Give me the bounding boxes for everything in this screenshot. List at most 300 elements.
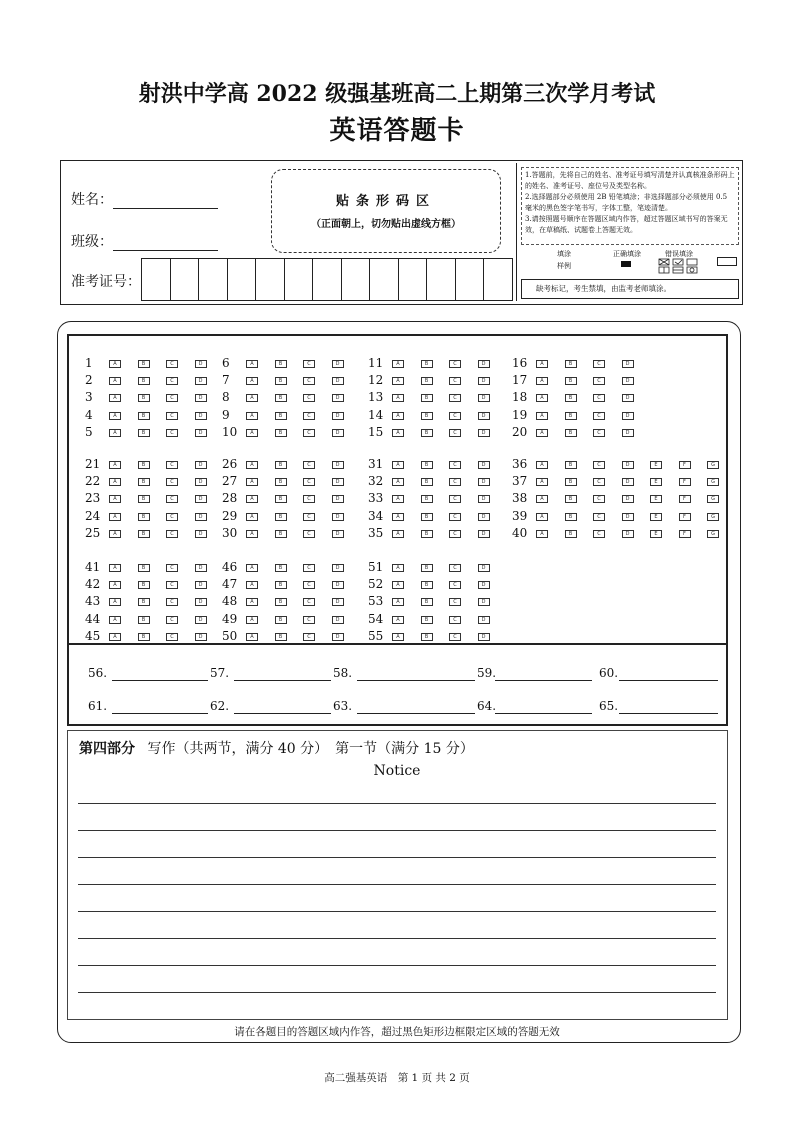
answer-bubble-41-D[interactable]: D: [195, 564, 207, 572]
exam-number-grid[interactable]: [141, 258, 513, 301]
fill-answer-blank[interactable]: [234, 679, 331, 681]
answer-bubble-46-D[interactable]: D: [332, 564, 344, 572]
answer-bubble-32-B[interactable]: B: [421, 478, 433, 486]
answer-bubble-36-E[interactable]: E: [650, 461, 662, 469]
answer-bubble-33-D[interactable]: D: [478, 495, 490, 503]
fill-answer-blank[interactable]: [619, 712, 718, 714]
answer-bubble-30-D[interactable]: D: [332, 530, 344, 538]
answer-bubble-43-D[interactable]: D: [195, 598, 207, 606]
answer-bubble-12-C[interactable]: C: [449, 377, 461, 385]
answer-bubble-14-D[interactable]: D: [478, 412, 490, 420]
answer-bubble-4-D[interactable]: D: [195, 412, 207, 420]
answer-bubble-15-C[interactable]: C: [449, 429, 461, 437]
answer-bubble-31-A[interactable]: A: [392, 461, 404, 469]
answer-bubble-42-A[interactable]: A: [109, 581, 121, 589]
answer-bubble-10-D[interactable]: D: [332, 429, 344, 437]
answer-bubble-21-C[interactable]: C: [166, 461, 178, 469]
answer-bubble-8-C[interactable]: C: [303, 394, 315, 402]
answer-bubble-28-C[interactable]: C: [303, 495, 315, 503]
question-number: 19: [512, 407, 528, 422]
answer-bubble-55-B[interactable]: B: [421, 633, 433, 641]
writing-line[interactable]: [78, 857, 716, 858]
exam-digit-cell[interactable]: [142, 258, 171, 301]
answer-bubble-20-C[interactable]: C: [593, 429, 605, 437]
answer-bubble-5-D[interactable]: D: [195, 429, 207, 437]
fill-answer-blank[interactable]: [234, 712, 331, 714]
answer-bubble-7-C[interactable]: C: [303, 377, 315, 385]
answer-bubble-25-D[interactable]: D: [195, 530, 207, 538]
exam-digit-cell[interactable]: [342, 258, 371, 301]
answer-bubble-35-C[interactable]: C: [449, 530, 461, 538]
answer-bubble-27-D[interactable]: D: [332, 478, 344, 486]
answer-bubble-30-A[interactable]: A: [246, 530, 258, 538]
answer-bubble-55-A[interactable]: A: [392, 633, 404, 641]
answer-bubble-40-B[interactable]: B: [565, 530, 577, 538]
writing-line[interactable]: [78, 884, 716, 885]
answer-bubble-20-B[interactable]: B: [565, 429, 577, 437]
answer-bubble-49-B[interactable]: B: [275, 616, 287, 624]
answer-bubble-11-C[interactable]: C: [449, 360, 461, 368]
answer-bubble-28-D[interactable]: D: [332, 495, 344, 503]
answer-bubble-3-B[interactable]: B: [138, 394, 150, 402]
answer-bubble-39-F[interactable]: F: [679, 513, 691, 521]
answer-bubble-22-A[interactable]: A: [109, 478, 121, 486]
answer-bubble-9-C[interactable]: C: [303, 412, 315, 420]
answer-bubble-10-A[interactable]: A: [246, 429, 258, 437]
answer-bubble-9-A[interactable]: A: [246, 412, 258, 420]
answer-bubble-42-B[interactable]: B: [138, 581, 150, 589]
answer-bubble-46-B[interactable]: B: [275, 564, 287, 572]
answer-bubble-39-C[interactable]: C: [593, 513, 605, 521]
answer-bubble-18-B[interactable]: B: [565, 394, 577, 402]
fill-question-number: 63.: [333, 699, 353, 713]
answer-bubble-12-B[interactable]: B: [421, 377, 433, 385]
barcode-title: 贴条形码区: [335, 194, 436, 209]
answer-bubble-36-A[interactable]: A: [536, 461, 548, 469]
answer-bubble-37-G[interactable]: G: [707, 478, 719, 486]
answer-bubble-15-B[interactable]: B: [421, 429, 433, 437]
page-subtitle: 英语答题卡: [329, 116, 465, 146]
answer-bubble-18-C[interactable]: C: [593, 394, 605, 402]
answer-bubble-40-F[interactable]: F: [679, 530, 691, 538]
answer-bubble-44-A[interactable]: A: [109, 616, 121, 624]
answer-bubble-2-A[interactable]: A: [109, 377, 121, 385]
answer-bubble-26-D[interactable]: D: [332, 461, 344, 469]
answer-bubble-45-D[interactable]: D: [195, 633, 207, 641]
answer-bubble-44-B[interactable]: B: [138, 616, 150, 624]
answer-bubble-15-D[interactable]: D: [478, 429, 490, 437]
answer-bubble-39-B[interactable]: B: [565, 513, 577, 521]
name-field[interactable]: [71, 189, 218, 209]
barcode-subtitle: （正面朝上，切勿贴出虚线方框）: [311, 219, 461, 230]
answer-bubble-19-D[interactable]: D: [622, 412, 634, 420]
exam-digit-cell[interactable]: [228, 258, 257, 301]
answer-bubble-23-D[interactable]: D: [195, 495, 207, 503]
answer-bubble-50-B[interactable]: B: [275, 633, 287, 641]
answer-bubble-47-C[interactable]: C: [303, 581, 315, 589]
question-number: 16: [512, 356, 528, 370]
answer-bubble-38-B[interactable]: B: [565, 495, 577, 503]
answer-bubble-48-A[interactable]: A: [246, 598, 258, 606]
answer-bubble-55-C[interactable]: C: [449, 633, 461, 641]
answer-bubble-27-B[interactable]: B: [275, 478, 287, 486]
answer-bubble-25-A[interactable]: A: [109, 530, 121, 538]
answer-bubble-4-C[interactable]: C: [166, 412, 178, 420]
answer-bubble-53-B[interactable]: B: [421, 598, 433, 606]
answer-bubble-45-A[interactable]: A: [109, 633, 121, 641]
answer-bubble-47-D[interactable]: D: [332, 581, 344, 589]
answer-bubble-33-C[interactable]: C: [449, 495, 461, 503]
answer-bubble-48-B[interactable]: B: [275, 598, 287, 606]
answer-bubble-50-A[interactable]: A: [246, 633, 258, 641]
answer-bubble-50-C[interactable]: C: [303, 633, 315, 641]
writing-line[interactable]: [78, 992, 716, 993]
answer-bubble-30-C[interactable]: C: [303, 530, 315, 538]
answer-bubble-20-A[interactable]: A: [536, 429, 548, 437]
answer-bubble-41-C[interactable]: C: [166, 564, 178, 572]
answer-bubble-54-C[interactable]: C: [449, 616, 461, 624]
answer-bubble-36-F[interactable]: F: [679, 461, 691, 469]
answer-bubble-23-C[interactable]: C: [166, 495, 178, 503]
answer-bubble-11-B[interactable]: B: [421, 360, 433, 368]
answer-bubble-41-A[interactable]: A: [109, 564, 121, 572]
writing-line[interactable]: [78, 911, 716, 912]
answer-bubble-42-D[interactable]: D: [195, 581, 207, 589]
answer-bubble-41-B[interactable]: B: [138, 564, 150, 572]
answer-bubble-35-D[interactable]: D: [478, 530, 490, 538]
answer-bubble-32-D[interactable]: D: [478, 478, 490, 486]
answer-bubble-52-B[interactable]: B: [421, 581, 433, 589]
answer-bubble-40-G[interactable]: G: [707, 530, 719, 538]
answer-bubble-21-B[interactable]: B: [138, 461, 150, 469]
answer-bubble-40-C[interactable]: C: [593, 530, 605, 538]
answer-bubble-7-A[interactable]: A: [246, 377, 258, 385]
answer-bubble-38-C[interactable]: C: [593, 495, 605, 503]
answer-bubble-17-C[interactable]: C: [593, 377, 605, 385]
question-number: 52: [368, 577, 384, 592]
answer-bubble-33-A[interactable]: A: [392, 495, 404, 503]
absent-mark-box[interactable]: [717, 257, 737, 266]
exam-digit-cell[interactable]: [171, 258, 200, 301]
answer-bubble-37-B[interactable]: B: [565, 478, 577, 486]
answer-bubble-20-D[interactable]: D: [622, 429, 634, 437]
answer-bubble-43-A[interactable]: A: [109, 598, 121, 606]
answer-bubble-5-A[interactable]: A: [109, 429, 121, 437]
instructions: [521, 167, 739, 245]
answer-bubble-13-A[interactable]: A: [392, 394, 404, 402]
answer-bubble-37-D[interactable]: D: [622, 478, 634, 486]
answer-bubble-53-D[interactable]: D: [478, 598, 490, 606]
answer-bubble-21-A[interactable]: A: [109, 461, 121, 469]
answer-bubble-13-D[interactable]: D: [478, 394, 490, 402]
answer-bubble-36-G[interactable]: G: [707, 461, 719, 469]
answer-bubble-11-D[interactable]: D: [478, 360, 490, 368]
answer-bubble-17-A[interactable]: A: [536, 377, 548, 385]
answer-bubble-32-C[interactable]: C: [449, 478, 461, 486]
answer-bubble-34-B[interactable]: B: [421, 513, 433, 521]
answer-bubble-24-C[interactable]: C: [166, 513, 178, 521]
answer-bubble-40-D[interactable]: D: [622, 530, 634, 538]
answer-bubble-5-B[interactable]: B: [138, 429, 150, 437]
answer-bubble-37-C[interactable]: C: [593, 478, 605, 486]
answer-bubble-26-C[interactable]: C: [303, 461, 315, 469]
answer-bubble-35-A[interactable]: A: [392, 530, 404, 538]
answer-bubble-1-C[interactable]: C: [166, 360, 178, 368]
answer-bubble-3-A[interactable]: A: [109, 394, 121, 402]
answer-bubble-24-A[interactable]: A: [109, 513, 121, 521]
question-number: 42: [85, 577, 101, 592]
exam-digit-cell[interactable]: [456, 258, 485, 301]
fill-answer-blank[interactable]: [495, 679, 592, 681]
class-blank[interactable]: [113, 236, 218, 251]
answer-bubble-32-A[interactable]: A: [392, 478, 404, 486]
exam-digit-cell[interactable]: [285, 258, 314, 301]
exam-digit-cell[interactable]: [427, 258, 456, 301]
answer-bubble-31-B[interactable]: B: [421, 461, 433, 469]
answer-bubble-22-C[interactable]: C: [166, 478, 178, 486]
class-field[interactable]: [71, 231, 218, 251]
answer-bubble-7-D[interactable]: D: [332, 377, 344, 385]
answer-bubble-8-B[interactable]: B: [275, 394, 287, 402]
part-label: 第四部分: [79, 741, 135, 757]
answer-bubble-12-A[interactable]: A: [392, 377, 404, 385]
answer-bubble-12-D[interactable]: D: [478, 377, 490, 385]
fill-answer-blank[interactable]: [112, 679, 208, 681]
answer-bubble-38-E[interactable]: E: [650, 495, 662, 503]
answer-bubble-54-D[interactable]: D: [478, 616, 490, 624]
answer-bubble-52-A[interactable]: A: [392, 581, 404, 589]
answer-bubble-49-C[interactable]: C: [303, 616, 315, 624]
question-number: 8: [222, 390, 230, 405]
answer-bubble-21-D[interactable]: D: [195, 461, 207, 469]
question-number: 51: [368, 560, 384, 574]
answer-bubble-35-B[interactable]: B: [421, 530, 433, 538]
answer-bubble-17-D[interactable]: D: [622, 377, 634, 385]
answer-bubble-2-B[interactable]: B: [138, 377, 150, 385]
answer-bubble-14-A[interactable]: A: [392, 412, 404, 420]
answer-bubble-44-D[interactable]: D: [195, 616, 207, 624]
question-number: 27: [222, 474, 238, 489]
answer-bubble-11-A[interactable]: A: [392, 360, 404, 368]
answer-bubble-49-A[interactable]: A: [246, 616, 258, 624]
answer-bubble-47-A[interactable]: A: [246, 581, 258, 589]
answer-bubble-8-A[interactable]: A: [246, 394, 258, 402]
answer-bubble-54-A[interactable]: A: [392, 616, 404, 624]
answer-bubble-30-B[interactable]: B: [275, 530, 287, 538]
question-number: 15: [368, 424, 384, 439]
answer-bubble-19-B[interactable]: B: [565, 412, 577, 420]
answer-bubble-27-C[interactable]: C: [303, 478, 315, 486]
answer-bubble-52-C[interactable]: C: [449, 581, 461, 589]
answer-bubble-28-B[interactable]: B: [275, 495, 287, 503]
answer-bubble-51-C[interactable]: C: [449, 564, 461, 572]
answer-bubble-38-D[interactable]: D: [622, 495, 634, 503]
answer-bubble-39-D[interactable]: D: [622, 513, 634, 521]
answer-bubble-22-B[interactable]: B: [138, 478, 150, 486]
answer-bubble-37-A[interactable]: A: [536, 478, 548, 486]
answer-bubble-15-A[interactable]: A: [392, 429, 404, 437]
exam-digit-cell[interactable]: [484, 258, 513, 301]
name-label: 姓名：: [71, 192, 113, 208]
answer-bubble-51-A[interactable]: A: [392, 564, 404, 572]
answer-bubble-24-B[interactable]: B: [138, 513, 150, 521]
answer-bubble-19-C[interactable]: C: [593, 412, 605, 420]
answer-bubble-6-D[interactable]: D: [332, 360, 344, 368]
answer-bubble-45-C[interactable]: C: [166, 633, 178, 641]
answer-bubble-36-C[interactable]: C: [593, 461, 605, 469]
answer-bubble-18-D[interactable]: D: [622, 394, 634, 402]
answer-bubble-4-A[interactable]: A: [109, 412, 121, 420]
answer-bubble-37-E[interactable]: E: [650, 478, 662, 486]
answer-bubble-6-C[interactable]: C: [303, 360, 315, 368]
fill-answer-blank[interactable]: [112, 712, 208, 714]
answer-bubble-27-A[interactable]: A: [246, 478, 258, 486]
answer-bubble-42-C[interactable]: C: [166, 581, 178, 589]
answer-bubble-54-B[interactable]: B: [421, 616, 433, 624]
name-blank[interactable]: [113, 194, 218, 209]
answer-bubble-51-D[interactable]: D: [478, 564, 490, 572]
answer-bubble-43-C[interactable]: C: [166, 598, 178, 606]
answer-bubble-28-A[interactable]: A: [246, 495, 258, 503]
exam-digit-cell[interactable]: [256, 258, 285, 301]
answer-bubble-17-B[interactable]: B: [565, 377, 577, 385]
answer-bubble-6-A[interactable]: A: [246, 360, 258, 368]
exam-digit-cell[interactable]: [399, 258, 428, 301]
answer-bubble-9-B[interactable]: B: [275, 412, 287, 420]
question-number: 29: [222, 508, 238, 523]
question-number: 1: [85, 356, 93, 370]
answer-bubble-10-B[interactable]: B: [275, 429, 287, 437]
answer-bubble-19-A[interactable]: A: [536, 412, 548, 420]
answer-bubble-2-C[interactable]: C: [166, 377, 178, 385]
answer-bubble-3-C[interactable]: C: [166, 394, 178, 402]
writing-line[interactable]: [78, 830, 716, 831]
question-number: 6: [222, 356, 230, 370]
answer-bubble-31-D[interactable]: D: [478, 461, 490, 469]
answer-bubble-16-B[interactable]: B: [565, 360, 577, 368]
answer-bubble-39-E[interactable]: E: [650, 513, 662, 521]
answer-bubble-29-D[interactable]: D: [332, 513, 344, 521]
exam-no-label: 准考证号：: [71, 274, 141, 290]
answer-bubble-36-D[interactable]: D: [622, 461, 634, 469]
answer-bubble-47-B[interactable]: B: [275, 581, 287, 589]
answer-bubble-26-A[interactable]: A: [246, 461, 258, 469]
question-number: 36: [512, 457, 528, 471]
writing-line[interactable]: [78, 803, 716, 804]
answer-bubble-53-A[interactable]: A: [392, 598, 404, 606]
answer-bubble-38-A[interactable]: A: [536, 495, 548, 503]
answer-bubble-14-C[interactable]: C: [449, 412, 461, 420]
answer-bubble-29-A[interactable]: A: [246, 513, 258, 521]
answer-bubble-31-C[interactable]: C: [449, 461, 461, 469]
answer-bubble-13-B[interactable]: B: [421, 394, 433, 402]
fill-answer-blank[interactable]: [619, 679, 718, 681]
answer-bubble-33-B[interactable]: B: [421, 495, 433, 503]
answer-bubble-1-A[interactable]: A: [109, 360, 121, 368]
question-number: 14: [368, 407, 384, 422]
page-footer: 高二强基英语 第 1 页 共 2 页: [324, 1072, 470, 1084]
fill-answer-blank[interactable]: [357, 679, 475, 681]
answer-bubble-4-B[interactable]: B: [138, 412, 150, 420]
answer-bubble-39-A[interactable]: A: [536, 513, 548, 521]
answer-bubble-6-B[interactable]: B: [275, 360, 287, 368]
answer-bubble-16-A[interactable]: A: [536, 360, 548, 368]
answer-bubble-50-D[interactable]: D: [332, 633, 344, 641]
question-number: 4: [85, 407, 93, 422]
answer-bubble-34-D[interactable]: D: [478, 513, 490, 521]
answer-bubble-34-A[interactable]: A: [392, 513, 404, 521]
answer-bubble-44-C[interactable]: C: [166, 616, 178, 624]
answer-bubble-49-D[interactable]: D: [332, 616, 344, 624]
answer-bubble-46-A[interactable]: A: [246, 564, 258, 572]
fill-answer-blank[interactable]: [495, 712, 592, 714]
question-number: 38: [512, 491, 528, 506]
answer-bubble-45-B[interactable]: B: [138, 633, 150, 641]
answer-bubble-48-D[interactable]: D: [332, 598, 344, 606]
answer-bubble-1-D[interactable]: D: [195, 360, 207, 368]
answer-bubble-3-D[interactable]: D: [195, 394, 207, 402]
answer-bubble-1-B[interactable]: B: [138, 360, 150, 368]
answer-bubble-13-C[interactable]: C: [449, 394, 461, 402]
answer-bubble-24-D[interactable]: D: [195, 513, 207, 521]
answer-bubble-38-F[interactable]: F: [679, 495, 691, 503]
exam-digit-cell[interactable]: [313, 258, 342, 301]
answer-bubble-37-F[interactable]: F: [679, 478, 691, 486]
answer-bubble-18-A[interactable]: A: [536, 394, 548, 402]
answer-bubble-7-B[interactable]: B: [275, 377, 287, 385]
answer-bubble-9-D[interactable]: D: [332, 412, 344, 420]
answer-bubble-25-B[interactable]: B: [138, 530, 150, 538]
answer-bubble-14-B[interactable]: B: [421, 412, 433, 420]
answer-bubble-16-D[interactable]: D: [622, 360, 634, 368]
answer-bubble-34-C[interactable]: C: [449, 513, 461, 521]
answer-bubble-22-D[interactable]: D: [195, 478, 207, 486]
answer-bubble-8-D[interactable]: D: [332, 394, 344, 402]
writing-line[interactable]: [78, 938, 716, 939]
answer-bubble-48-C[interactable]: C: [303, 598, 315, 606]
absent-note: 缺考标记，考生禁填，由监考老师填涂。: [521, 279, 739, 299]
answer-bubble-29-B[interactable]: B: [275, 513, 287, 521]
exam-digit-cell[interactable]: [199, 258, 228, 301]
answer-bubble-23-A[interactable]: A: [109, 495, 121, 503]
answer-bubble-40-E[interactable]: E: [650, 530, 662, 538]
writing-line[interactable]: [78, 965, 716, 966]
fill-answer-blank[interactable]: [357, 712, 475, 714]
answer-bubble-2-D[interactable]: D: [195, 377, 207, 385]
answer-bubble-36-B[interactable]: B: [565, 461, 577, 469]
answer-bubble-51-B[interactable]: B: [421, 564, 433, 572]
exam-digit-cell[interactable]: [370, 258, 399, 301]
answer-bubble-5-C[interactable]: C: [166, 429, 178, 437]
answer-bubble-26-B[interactable]: B: [275, 461, 287, 469]
answer-bubble-53-C[interactable]: C: [449, 598, 461, 606]
answer-bubble-16-C[interactable]: C: [593, 360, 605, 368]
answer-bubble-55-D[interactable]: D: [478, 633, 490, 641]
answer-bubble-38-G[interactable]: G: [707, 495, 719, 503]
answer-bubble-39-G[interactable]: G: [707, 513, 719, 521]
answer-area-warning: 请在各题目的答题区域内作答，超过黑色矩形边框限定区域的答题无效: [234, 1026, 560, 1038]
answer-bubble-52-D[interactable]: D: [478, 581, 490, 589]
answer-bubble-23-B[interactable]: B: [138, 495, 150, 503]
answer-bubble-25-C[interactable]: C: [166, 530, 178, 538]
answer-bubble-43-B[interactable]: B: [138, 598, 150, 606]
question-number: 12: [368, 373, 384, 388]
answer-bubble-40-A[interactable]: A: [536, 530, 548, 538]
answer-bubble-10-C[interactable]: C: [303, 429, 315, 437]
question-number: 34: [368, 508, 384, 523]
answer-bubble-46-C[interactable]: C: [303, 564, 315, 572]
answer-bubble-29-C[interactable]: C: [303, 513, 315, 521]
